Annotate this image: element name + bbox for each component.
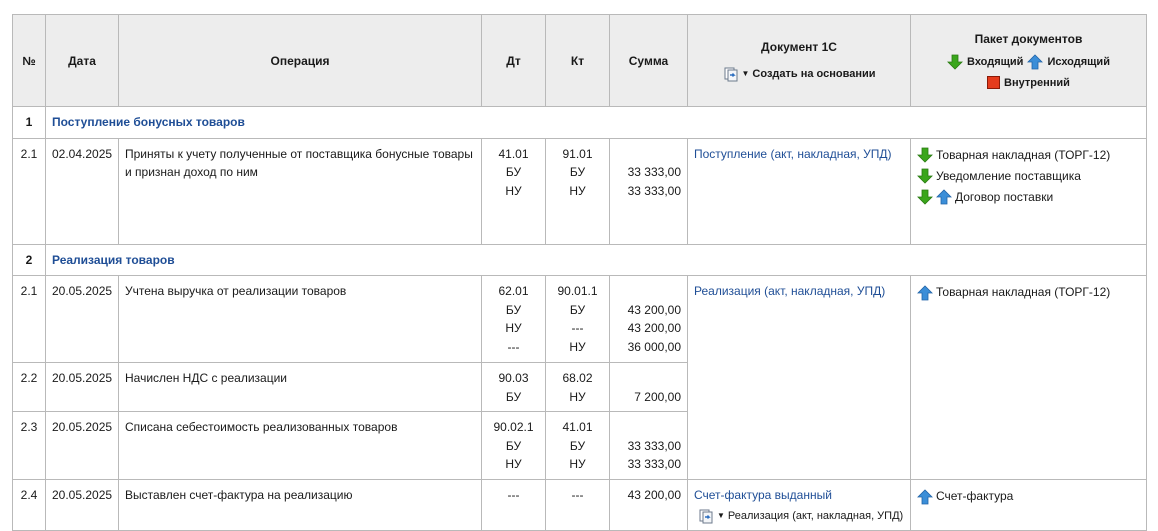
package-item[interactable] [917,282,1140,303]
row-operation: Учтена выручка от реализации товаров [119,276,482,363]
row-kt [546,480,610,531]
kt-line: --- [571,321,584,335]
row-package [911,276,1147,480]
section-title: Поступление бонусных товаров [52,115,245,129]
row-dt [482,276,546,363]
header-sum: Сумма [610,15,688,107]
row-number: 2.2 [13,363,46,412]
arrow-up-blue-icon [917,489,933,505]
row-package [911,480,1147,531]
table-header-row [13,15,1147,107]
package-legend-internal [915,76,1142,89]
header-dt: Дт [482,15,546,107]
row-operation: Выставлен счет-фактура на реализацию [119,480,482,531]
header-num: № [13,15,46,107]
package-item[interactable] [917,145,1140,166]
create-based-sub-label: Реализация (акт, накладная, УПД) [727,509,904,522]
section-title: Реализация товаров [52,252,175,267]
sum-line [616,145,681,164]
dt-line: БУ [505,302,522,317]
dt-line: НУ [505,321,522,335]
arrow-up-blue-icon [1027,54,1043,70]
row-sum [610,480,688,531]
header-package-title: Пакет документов [974,32,1083,46]
arrow-up-blue-icon [936,189,952,205]
arrow-down-green-icon [917,189,933,205]
row-kt [546,276,610,363]
row-date: 20.05.2025 [46,480,119,531]
create-based-label: Создать на основании [752,67,876,80]
package-item[interactable] [917,187,1140,208]
row-date: 02.04.2025 [46,138,119,244]
kt-line: НУ [569,183,586,198]
package-item-label: Счет-фактура [936,489,1014,504]
row-date: 20.05.2025 [46,363,119,412]
row-number: 2.1 [13,138,46,244]
row-date: 20.05.2025 [46,276,119,363]
row-dt [482,138,546,244]
operations-table [12,14,1147,531]
dt-line: НУ [505,183,522,198]
header-document-1c [688,15,911,107]
row-dt [482,412,546,480]
dt-line: --- [507,339,520,354]
row-sum [610,276,688,363]
create-based-icon [723,66,739,82]
dt-account: 62.01 [498,284,529,298]
section-title-cell [46,244,1147,276]
kt-account: 41.01 [562,420,593,434]
dt-account: 41.01 [498,146,529,161]
row-kt [546,138,610,244]
document-link[interactable]: Реализация (акт, накладная, УПД) [694,284,886,298]
dt-line: БУ [505,389,522,404]
section-row [13,244,1147,276]
header-date: Дата [46,15,119,107]
sum-line: 33 333,00 [627,165,681,179]
dt-account: 90.02.1 [493,420,534,434]
document-link[interactable]: Счет-фактура выданный [694,488,832,502]
arrow-down-green-icon [947,54,963,70]
section-number: 2 [13,244,46,276]
create-based-icon [698,508,714,524]
table-row [13,480,1147,531]
kt-line: БУ [569,438,586,453]
section-title-cell [46,107,1147,139]
sum-line [616,282,681,301]
section-number: 1 [13,107,46,139]
row-sum [610,412,688,480]
kt-line: БУ [569,165,586,179]
row-kt [546,363,610,412]
kt-line: БУ [569,302,586,317]
package-item-label: Договор поставки [955,189,1054,204]
row-dt [482,363,546,412]
sum-line: 7 200,00 [634,389,681,404]
header-package [911,15,1147,107]
package-item-label: Товарная накладная (ТОРГ-12) [936,285,1111,300]
create-based-sub-button[interactable] [698,507,904,526]
document-link[interactable]: Поступление (акт, накладная, УПД) [694,146,892,161]
package-item[interactable] [917,166,1140,187]
sum-line: 43 200,00 [627,488,681,502]
chevron-down-icon: ▼ [717,510,725,520]
row-date: 20.05.2025 [46,412,119,480]
header-document-1c-title: Документ 1С [761,39,837,54]
kt-line: НУ [569,457,586,471]
package-item-label: Товарная накладная (ТОРГ-12) [936,147,1111,162]
sum-line: 43 200,00 [627,302,681,317]
row-dt [482,480,546,531]
header-kt: Кт [546,15,610,107]
arrow-down-green-icon [917,147,933,163]
row-document [688,276,911,480]
sum-line [616,418,681,437]
dt-line: БУ [505,438,522,453]
kt-line: НУ [569,339,586,354]
legend-incoming: Входящий [967,56,1024,68]
package-legend-direction [915,54,1142,70]
row-package [911,138,1147,244]
row-number: 2.3 [13,412,46,480]
internal-square-icon [987,76,1000,89]
kt-account: 68.02 [562,371,593,385]
row-operation: Приняты к учету полученные от поставщика бонусные товары и признан доход по ним [119,138,482,244]
row-sum [610,138,688,244]
kt-account: 90.01.1 [557,284,598,298]
dt-line: НУ [505,457,522,471]
dt-account: 90.03 [498,371,529,385]
sum-line: 36 000,00 [627,339,681,354]
row-number: 2.4 [13,480,46,531]
dt-line: БУ [505,165,522,179]
row-document [688,138,911,244]
kt-account: --- [571,488,584,502]
sum-line: 33 333,00 [627,183,681,198]
row-operation: Списана себестоимость реализованных товаров [119,412,482,480]
row-operation: Начислен НДС с реализации [119,363,482,412]
row-kt [546,412,610,480]
sum-line: 33 333,00 [627,438,681,453]
kt-account: 91.01 [562,146,593,161]
legend-outgoing: Исходящий [1047,56,1110,68]
arrow-up-blue-icon [917,285,933,301]
row-number: 2.1 [13,276,46,363]
sum-line: 33 333,00 [627,457,681,471]
row-sum [610,363,688,412]
create-based-button[interactable] [692,66,906,82]
dt-account: --- [507,488,520,502]
sum-line: 43 200,00 [627,321,681,335]
sum-line [616,369,681,388]
kt-line: НУ [569,389,586,404]
section-row [13,107,1147,139]
legend-internal: Внутренний [1004,76,1070,89]
table-row [13,138,1147,244]
table-row [13,276,1147,363]
package-item-label: Уведомление поставщика [936,168,1081,183]
arrow-down-green-icon [917,168,933,184]
row-document [688,480,911,531]
header-operation: Операция [119,15,482,107]
chevron-down-icon: ▼ [741,69,750,78]
